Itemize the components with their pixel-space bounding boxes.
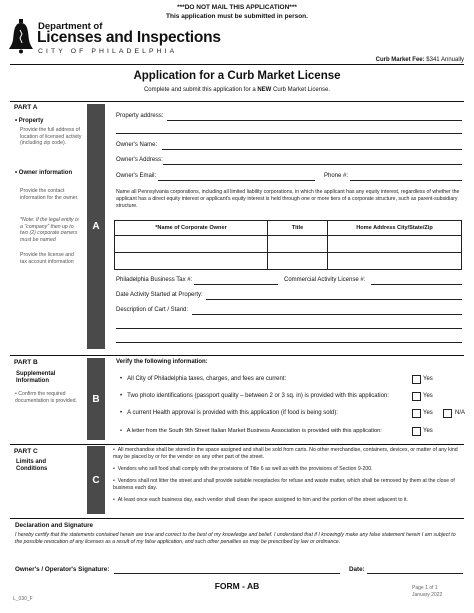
owner-email-label: Owner's Email: [116, 173, 157, 179]
commercial-license-label: Commercial Activity License #: [284, 277, 366, 283]
property-label-text: Property [18, 118, 44, 124]
verify-item-4-yes-checkbox[interactable] [412, 427, 421, 436]
dept-line-1: Department of [38, 21, 103, 32]
condition-item-4: • At least once each business day, each vendor shall clean the space assigned to him and the portion of the street adjacent to it. [113, 497, 408, 503]
business-tax-field[interactable] [194, 284, 278, 285]
cart-description-field[interactable] [192, 314, 462, 315]
part-c-rule [10, 444, 464, 445]
part-b-bar [87, 358, 105, 440]
part-c-heading: PART C [14, 448, 38, 455]
corp-table-row[interactable] [115, 253, 462, 270]
owner-info-label: • Owner information [15, 170, 73, 176]
corp-table-cell[interactable] [115, 236, 268, 253]
cart-description-label: Description of Cart / Stand: [116, 307, 189, 313]
signature-label: Owner's / Operator's Signature: [15, 566, 110, 573]
date-activity-field[interactable] [206, 299, 462, 300]
cart-description-field-2[interactable] [116, 328, 462, 329]
verify-item-4-text: A letter from the South 9th Street Italian Market Business Association is provided with this application: [126, 428, 382, 434]
corp-table-cell[interactable] [328, 236, 462, 253]
form-date: January 2022 [412, 592, 443, 598]
condition-item-2-text: Vendors who sell food shall comply with the provisions of Title 6 as well as with the provisions of Section 9-200. [117, 466, 373, 472]
corporations-paragraph: Name all Pennsylvania corporations, including all limited liability corporations, in which the applicant has any equity interest, regardless of whether the applicant has a direct equity interest or applicant's equity interest is held through one or more tiers of a corporate structure, such as parent-subsidiary structure. [116, 189, 460, 209]
declaration-heading: Declaration and Signature [15, 522, 94, 529]
instructions-pre: Complete and submit this application for a [143, 87, 258, 93]
instructions-new: NEW [257, 87, 272, 93]
page-title: Application for a Curb Market License [133, 70, 341, 82]
do-not-mail-notice: ***DO NOT MAIL THIS APPLICATION*** [177, 4, 297, 11]
part-b-heading: PART B [14, 359, 38, 366]
fee-label: Curb Market Fee: [375, 57, 425, 63]
condition-item-3-text: Vendors shall not litter the street and shall provide suitable receptacles for refuse and waste matter, which shall be removed by them at the close of business each day. [113, 478, 455, 491]
date-field[interactable] [367, 573, 463, 574]
verify-item-2-text: Two photo identifications (passport quality – between 2 or 3 sq. in) is provided with this application: [127, 393, 389, 399]
part-b-rule [10, 355, 464, 356]
part-a-heading: PART A [14, 104, 38, 111]
license-tax-desc: Provide the license and tax account information [20, 252, 74, 265]
page-number: Page 1 of 1 [412, 585, 438, 591]
corp-table-cell[interactable] [268, 253, 328, 270]
owner-address-field[interactable] [163, 164, 462, 165]
corp-table-cell[interactable] [115, 253, 268, 270]
supplemental-info-desc: • Confirm the required documentation is provided. [15, 391, 77, 404]
corporate-owner-table [114, 220, 462, 270]
form-code: L_030_F [13, 596, 33, 602]
instructions [0, 87, 474, 93]
owner-address-label: Owner's Address: [116, 157, 163, 163]
supplemental-info-desc-text: Confirm the required documentation is provided. [15, 391, 77, 404]
corp-table-cell[interactable] [328, 253, 462, 270]
verify-item-3-na-checkbox[interactable] [443, 409, 452, 418]
corp-table-header-name: *Name of Corporate Owner [115, 221, 268, 236]
cart-description-field-3[interactable] [116, 342, 462, 343]
part-c-letter: C [92, 474, 100, 486]
declaration-rule [10, 518, 464, 519]
corp-table-cell[interactable] [268, 236, 328, 253]
part-a-letter: A [92, 221, 100, 232]
condition-item-1-text: All merchandise shall be stored in the space assigned and shall be sold from carts. No other merchandise, containers, devices, or matter of any kind may be placed by or for the vendor on any other part of the street. [113, 447, 458, 460]
verify-item-1-yes-label: Yes [423, 376, 433, 382]
verify-title: Verify the following information: [116, 359, 208, 365]
property-desc: Provide the full address of location of licensed activity (including zip code). [20, 127, 82, 147]
property-label: • Property [15, 118, 44, 124]
property-address-field-2[interactable] [116, 133, 462, 134]
corp-table-row[interactable] [115, 236, 462, 253]
part-c-bar [87, 446, 105, 514]
liberty-bell-logo-icon [8, 18, 34, 54]
declaration-text: I hereby certify that the statements contained herein are true and correct to the best of my knowledge and belief. I understand that if I knowingly make any false statement herein I am subject to the possible revocation of any licenses as a result of my false application, and such other penalties as may be prescribed by law or ordinance. [15, 532, 456, 545]
verify-item-3-yes-label: Yes [423, 410, 433, 416]
instructions-post: Curb Market License. [271, 87, 331, 93]
form-id: FORM - AB [214, 581, 260, 591]
condition-item-1: • All merchandise shall be stored in the space assigned and shall be sold from carts. No other merchandise, containers, devices, or matter of any kind may be placed by or for the vendor on any other part of the street. [113, 447, 458, 460]
verify-item-2-yes-checkbox[interactable] [412, 392, 421, 401]
supplemental-info-label: Supplemental Information [16, 371, 56, 384]
part-a-rule [10, 101, 464, 102]
corp-table-header-address: Home Address City/State/Zip [328, 221, 462, 236]
corporate-owner-note: *Note: If the legal entity is a "company" then up to two (2) corporate owners must be named [20, 217, 79, 243]
verify-item-1: • All City of Philadelphia taxes, charges, and fees are current: [120, 376, 287, 382]
verify-item-2: • Two photo identifications (passport quality – between 2 or 3 sq. in) is provided with this application: [120, 393, 389, 399]
submit-in-person-notice: This application must be submitted in person. [166, 13, 308, 20]
commercial-license-field[interactable] [371, 284, 462, 285]
property-address-field[interactable] [167, 120, 462, 121]
verify-item-3: • A current Health approval is provided with this application (if food is being sold): [120, 410, 338, 416]
corp-table-header-row [115, 221, 462, 236]
verify-item-3-yes-checkbox[interactable] [412, 409, 421, 418]
condition-item-3: • Vendors shall not litter the street and shall provide suitable receptacles for refuse and waste matter, which shall be removed by them at the close of business each day. [113, 478, 455, 491]
condition-item-2: • Vendors who sell food shall comply with the provisions of Title 6 as well as with the provisions of Section 9-200. [113, 466, 373, 472]
phone-field[interactable] [350, 180, 462, 181]
verify-item-1-text: All City of Philadelphia taxes, charges, and fees are current: [127, 376, 287, 382]
corp-table-header-title: Title [268, 221, 328, 236]
property-address-label: Property address: [116, 113, 164, 119]
owner-info-label-text: Owner information [18, 170, 73, 176]
owner-name-field[interactable] [162, 149, 462, 150]
verify-item-2-yes-label: Yes [423, 393, 433, 399]
verify-item-4-yes-label: Yes [423, 428, 433, 434]
phone-label: Phone #: [324, 173, 349, 179]
dept-line-2: Licenses and Inspections [37, 29, 221, 46]
date-activity-label: Date Activity Started at Property: [116, 292, 203, 298]
verify-item-3-na-label: N/A [455, 410, 466, 416]
condition-item-4-text: At least once each business day, each vendor shall clean the space assigned to him and the portion of the street adjacent to it. [117, 497, 408, 503]
owner-info-desc: Provide the contact information for the owner. [20, 188, 79, 201]
verify-item-1-yes-checkbox[interactable] [412, 375, 421, 384]
owner-name-label: Owner's Name: [116, 142, 158, 148]
limits-conditions-label: Limits and Conditions [16, 459, 48, 472]
business-tax-label: Philadelphia Business Tax #: [116, 277, 193, 283]
fee-value: $341 Annually [426, 57, 464, 63]
date-label: Date: [349, 566, 365, 573]
header-divider [10, 64, 464, 65]
part-a-bar [87, 104, 105, 349]
owner-email-field[interactable] [158, 180, 315, 181]
signature-field[interactable] [114, 573, 340, 574]
city-of-philadelphia: CITY OF PHILADELPHIA [38, 48, 178, 55]
curb-market-fee [376, 57, 464, 63]
verify-item-3-text: A current Health approval is provided with this application (if food is being sold): [127, 410, 338, 416]
part-b-letter: B [92, 393, 100, 405]
verify-item-4: • A letter from the South 9th Street Italian Market Business Association is provided with this application: [120, 428, 382, 434]
